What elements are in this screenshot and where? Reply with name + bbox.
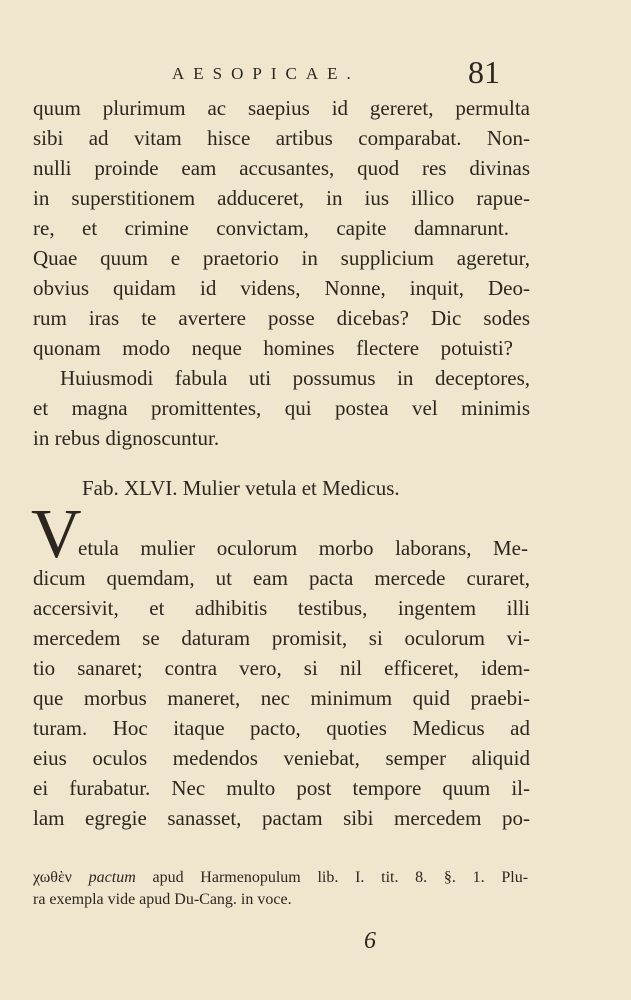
footnote-greek: χωθὲν [33,869,72,886]
footnote-line [33,867,528,889]
footnote-line: ra exempla vide apud Du-Cang. in voce. [33,891,292,908]
text-line: quum plurimum ac saepius id gereret, permulta [33,96,530,120]
text-line: quonam modo neque homines flectere potuisti? [33,336,513,360]
fable-title: Fab. XLVI. Mulier vetula et Medicus. [82,476,400,500]
signature-mark: 6 [364,928,376,954]
text-line: Quae quum e praetorio in supplicium ageretur, [33,246,530,270]
text-line: eius oculos medendos veniebat, semper aliquid [33,746,530,770]
text-line: sibi ad vitam hisce artibus comparabat. Non- [33,126,530,150]
text-line: in superstitionem adduceret, in ius illico rapue- [33,186,530,210]
footnote-italic: pactum [88,869,136,886]
text-line: mercedem se daturam promisit, si oculorum vi- [33,626,530,650]
page-header [0,54,631,98]
text-line: nulli proinde eam accusantes, quod res divinas [33,156,530,180]
fable-first-line: etula mulier oculorum morbo laborans, Me- [78,536,528,560]
running-title: AESOPICAE. [172,64,360,83]
moral-line: et magna promittentes, qui postea vel minimis [33,396,530,420]
text-line: turam. Hoc itaque pacto, quoties Medicus ad [33,716,530,740]
text-line: obvius quidam id videns, Nonne, inquit, Deo- [33,276,530,300]
page-number: 81 [468,54,500,90]
text-line: que morbus maneret, nec minimum quid praebi- [33,686,530,710]
text-line: dicum quemdam, ut eam pacta mercede curaret, [33,566,530,590]
text-line: accersivit, et adhibitis testibus, ingentem illi [33,596,530,620]
drop-cap: V [31,496,82,573]
text-line: lam egregie sanasset, pactam sibi mercedem po- [33,806,530,830]
moral-line: Huiusmodi fabula uti possumus in deceptores, [60,366,530,390]
text-line: tio sanaret; contra vero, si nil efficeret, idem- [33,656,530,680]
text-line: ei furabatur. Nec multo post tempore quum il- [33,776,530,800]
text-line: re, et crimine convictam, capite damnarunt. [33,216,509,240]
moral-line: in rebus dignoscuntur. [33,426,220,450]
footnote-text: apud Harmenopulum lib. I. tit. 8. §. 1. Plu- [152,869,529,886]
text-line: rum iras te avertere posse dicebas? Dic sodes [33,306,530,330]
